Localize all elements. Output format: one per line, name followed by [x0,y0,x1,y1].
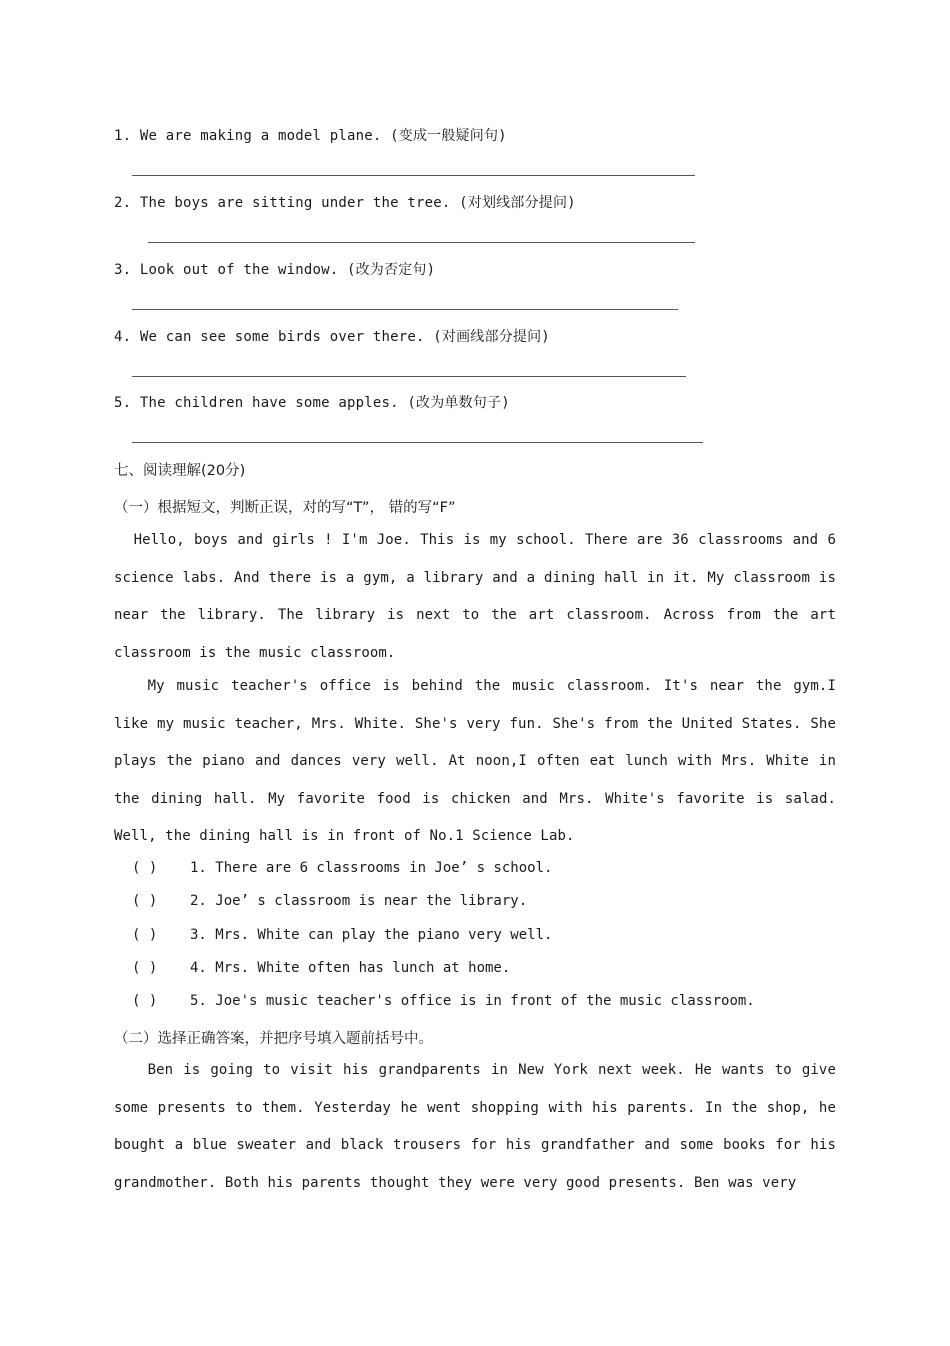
tf-question-text: 2. Joe’ s classroom is near the library. [190,893,528,909]
answer-bracket-1[interactable]: ( ) [132,860,158,876]
tf-question-text: 4. Mrs. White often has lunch at home. [190,960,511,976]
tf-question-text: 1. There are 6 classrooms in Joe’ s school. [190,860,553,876]
tf-question-1 [132,860,552,876]
tf-question-5 [132,993,755,1009]
part2-instruction: （二）选择正确答案，并把序号填入题前括号中。 [114,1031,433,1047]
tf-question-3 [132,927,552,943]
tf-question-text: 5. Joe's music teacher's office is in front of the music classroom. [190,993,755,1009]
part1-instruction: （一）根据短文，判断正误，对的写“T”， 错的写“F” [114,500,456,516]
reading-passage-1-para-2: My music teacher's office is behind the music classroom. It's near the gym.I like my music teacher, Mrs. White. She's very fun. She's from the United States. She plays the piano and dances very well. At noon,I often eat lunch with Mrs. White in the dining hall. My favorite food is chicken and Mrs. White's favorite is salad. Well, the dining hall is in front of No.1 Science Lab. [114,678,836,844]
transform-question-1: 1. We are making a model plane. (变成一般疑问句) [114,128,507,144]
answer-line-1[interactable] [132,175,695,176]
reading-passage-2-para-1: Ben is going to visit his grandparents in New York next week. He wants to give some presents to them. Yesterday he went shopping with his parents. In the shop, he bought a blue sweater and black trousers for his grandfather and some books for his grandmother. Both his parents thought they were very good presents. Ben was very [114,1062,836,1191]
answer-line-3[interactable] [132,309,678,310]
answer-line-2[interactable] [148,242,695,243]
answer-line-4[interactable] [132,376,686,377]
section-title: 七、阅读理解(20分) [114,463,246,479]
answer-bracket-4[interactable]: ( ) [132,960,158,976]
transform-question-2: 2. The boys are sitting under the tree. (对划线部分提问) [114,195,576,211]
transform-question-5: 5. The children have some apples. (改为单数句子) [114,395,510,411]
transform-question-4: 4. We can see some birds over there. (对画线部分提问) [114,329,550,345]
answer-bracket-3[interactable]: ( ) [132,927,158,943]
answer-bracket-5[interactable]: ( ) [132,993,158,1009]
tf-question-text: 3. Mrs. White can play the piano very well. [190,927,553,943]
tf-question-4 [132,960,510,976]
answer-line-5[interactable] [132,442,703,443]
answer-bracket-2[interactable]: ( ) [132,893,158,909]
reading-passage-1-para-1: Hello, boys and girls ! I'm Joe. This is my school. There are 36 classrooms and 6 science labs. And there is a gym, a library and a dining hall in it. My classroom is near the library. The library is next to the art classroom. Across from the art classroom is the music classroom. [114,532,836,661]
tf-question-2 [132,893,527,909]
transform-question-3: 3. Look out of the window. (改为否定句) [114,262,436,278]
